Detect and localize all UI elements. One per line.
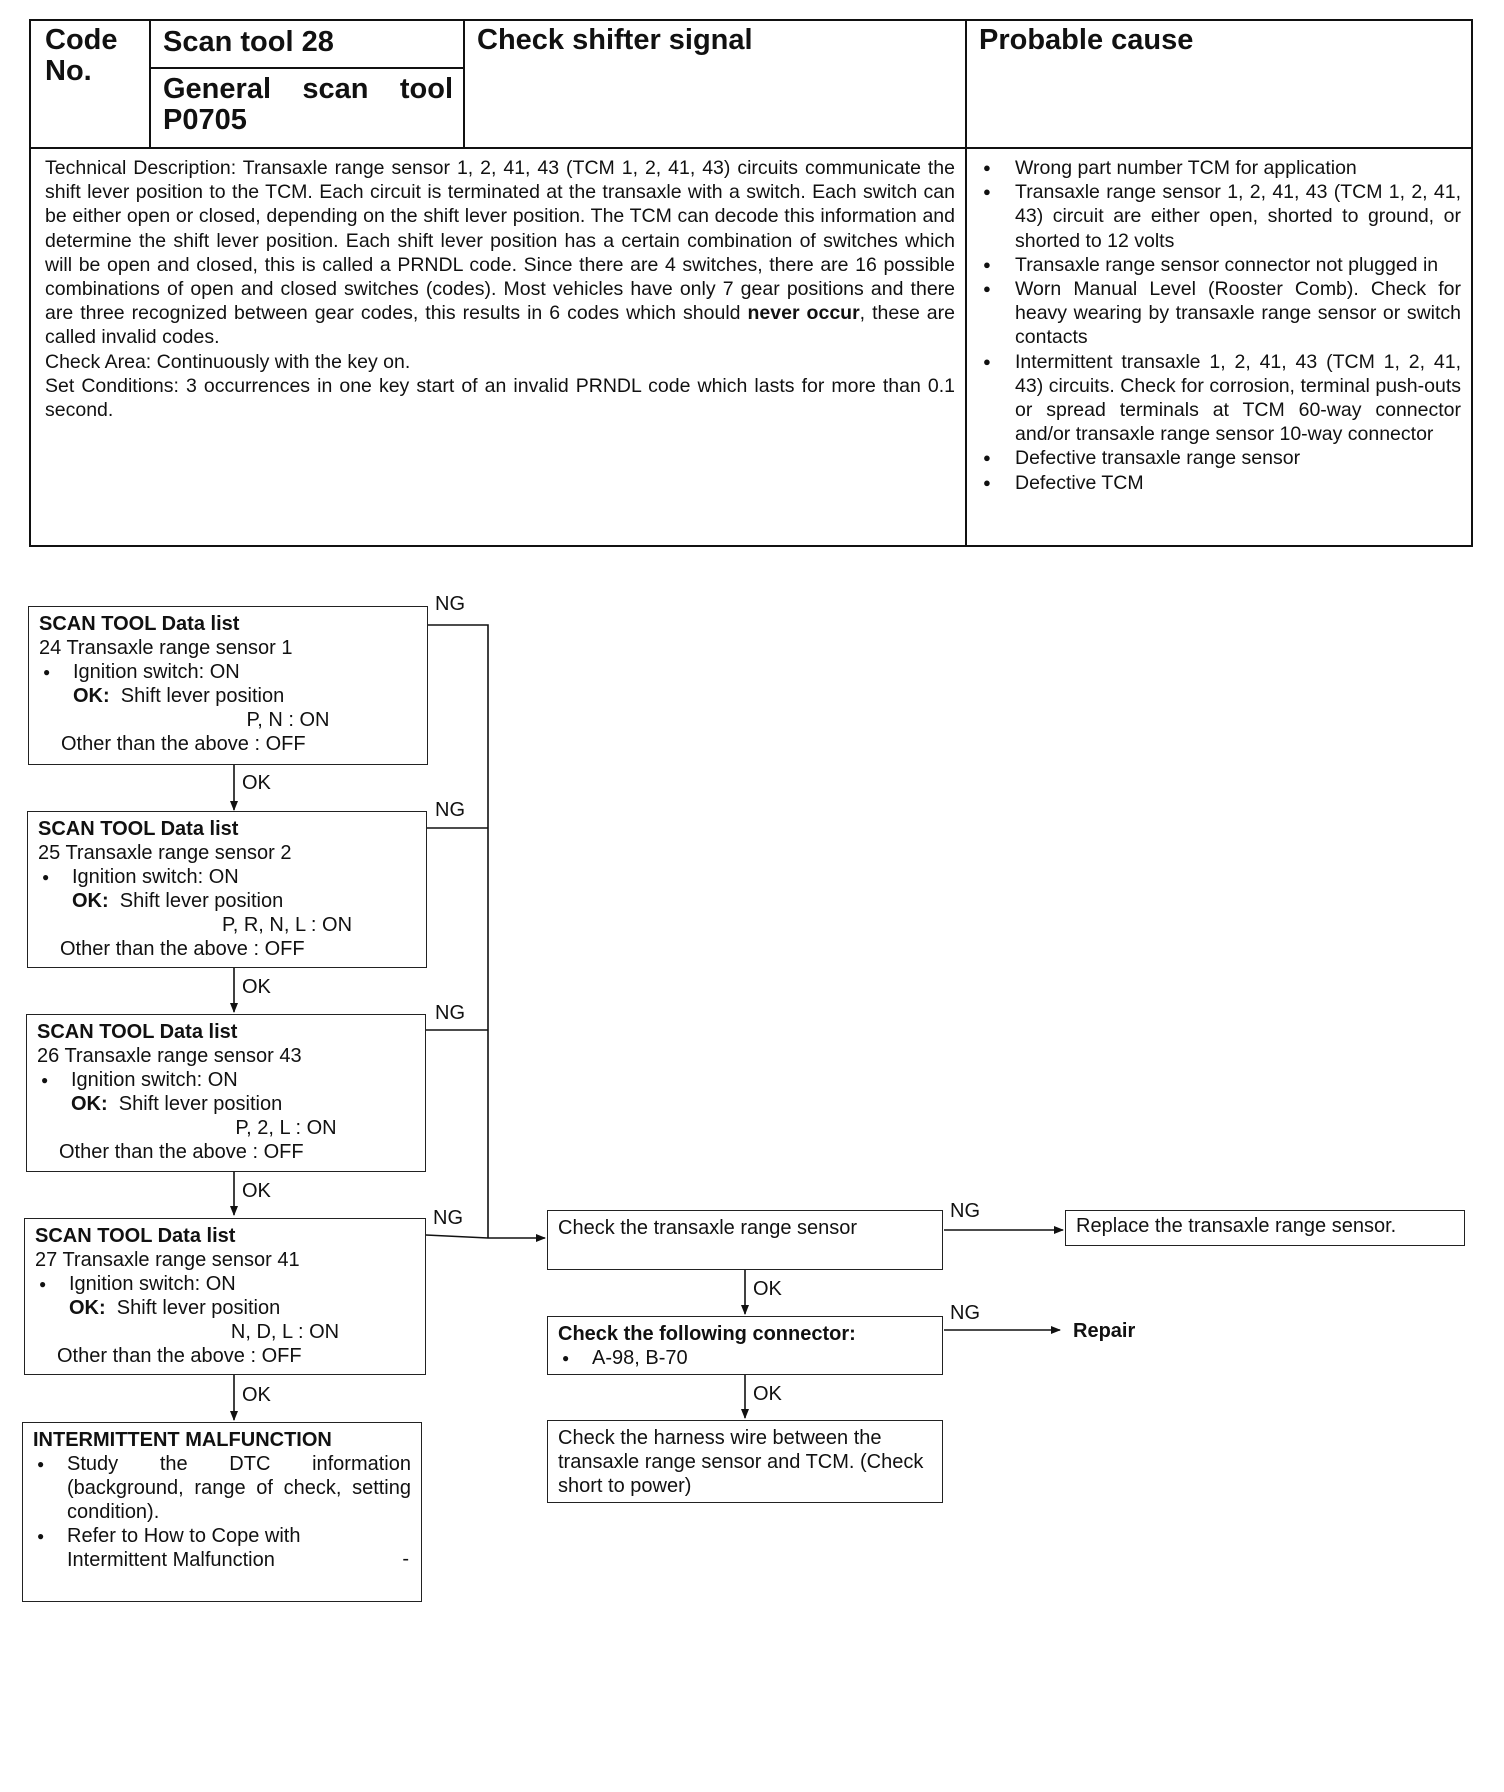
cause-item: ● Transaxle range sensor 1, 2, 41, 43 (TCM 1, 2, 41, 43) circuit are either open, shorted to ground, or shorted to 12 volts — [977, 180, 1461, 253]
step-other: Other than the above : OFF — [59, 1141, 304, 1163]
ok-label-4: OK — [242, 1384, 271, 1406]
step-bullet: ● Ignition switch: ON — [39, 660, 417, 684]
ok-label: OK: — [72, 890, 109, 912]
step-on-positions: N, D, L : ON — [230, 1321, 340, 1343]
check-area: Check Area: Continuously with the key on. — [45, 350, 411, 373]
ng-label-2: NG — [435, 799, 465, 821]
scan-tool-code: Scan tool 28 — [163, 26, 334, 58]
code-no-label: Code No. — [45, 24, 118, 87]
step-on-positions: P, N : ON — [246, 709, 330, 731]
ok-label-3: OK — [242, 1180, 271, 1202]
step-title: SCAN TOOL Data list — [39, 613, 240, 635]
technical-text-end: , these are called invalid codes. — [45, 302, 955, 349]
ok-text: Shift lever position — [120, 685, 285, 707]
connector-title: Check the following connector: — [558, 1323, 856, 1345]
ng-label-4: NG — [433, 1207, 463, 1229]
ok-text: Shift lever position — [118, 1093, 283, 1115]
ng-label-5: NG — [950, 1200, 980, 1222]
replace-sensor-text: Replace the transaxle range sensor. — [1076, 1215, 1397, 1237]
step-other: Other than the above : OFF — [61, 733, 306, 755]
intermittent-dash: - — [402, 1548, 409, 1570]
scan-step-2 — [27, 811, 427, 968]
harness-check-box — [547, 1420, 943, 1503]
never-occur-emphasis: never occur — [747, 302, 860, 325]
check-sensor-text: Check the transaxle range sensor — [558, 1217, 858, 1239]
probable-cause-heading: Probable cause — [979, 24, 1194, 56]
ng-label-3: NG — [435, 1002, 465, 1024]
step-on-positions: P, R, N, L : ON — [221, 914, 353, 936]
ok-text: Shift lever position — [119, 890, 284, 912]
cause-item: ● Defective transaxle range sensor — [977, 446, 1461, 470]
ng-label-1: NG — [435, 593, 465, 615]
ok-label: OK: — [71, 1093, 108, 1115]
ng-line-1 — [426, 625, 488, 1238]
step-title: SCAN TOOL Data list — [35, 1225, 236, 1247]
general-scan-tool-code: General scan tool P0705 — [163, 73, 453, 136]
step-bullet: ● Ignition switch: ON — [35, 1272, 415, 1296]
step-title: SCAN TOOL Data list — [37, 1021, 238, 1043]
step-item: 25 Transaxle range sensor 2 — [38, 842, 292, 864]
step-item: 27 Transaxle range sensor 41 — [35, 1249, 300, 1271]
step-ok-line — [39, 684, 417, 708]
step-bullet: ● Ignition switch: ON — [37, 1068, 415, 1092]
ok-text: Shift lever position — [116, 1297, 281, 1319]
ok-label: OK: — [69, 1297, 106, 1319]
check-sensor-box — [547, 1210, 943, 1270]
intermittent-malfunction-box — [22, 1422, 422, 1602]
cause-item: ● Transaxle range sensor connector not plugged in — [977, 253, 1461, 277]
cause-item: ● Worn Manual Level (Rooster Comb). Check for heavy wearing by transaxle range sensor or switch contacts — [977, 277, 1461, 350]
intermittent-bullet-1: ● Study the DTC information (background, range of check, setting condition). — [33, 1452, 411, 1524]
scan-step-4 — [24, 1218, 426, 1375]
ok-label-5: OK — [753, 1278, 782, 1300]
step-bullet: ● Ignition switch: ON — [38, 865, 416, 889]
technical-text: Technical Description: Transaxle range sensor 1, 2, 41, 43 (TCM 1, 2, 41, 43) circuits communicate the shift lever position to the TCM. Each circuit is terminated at the transaxle with a switch. Each switch can be either open or closed, depending on the shift lever position. The TCM can decode this information and determine the shift lever position. Each shift lever position has a certain combination of switches which will be open and closed, this is called a PRNDL code. Since there are 4 switches, there are 16 possible combinations of open and closed switches (codes). Most vehicles have only 7 gear positions and there are three recognized between gear codes, this results in 6 codes which should — [45, 157, 955, 325]
intermittent-title: INTERMITTENT MALFUNCTION — [33, 1429, 332, 1451]
ok-label: OK: — [73, 685, 110, 707]
step-other: Other than the above : OFF — [60, 938, 305, 960]
step-ok-line — [38, 889, 416, 913]
step-ok-line — [37, 1092, 415, 1116]
set-conditions: Set Conditions: 3 occurrences in one key start of an invalid PRNDL code which lasts for more than 0.1 second. — [45, 374, 955, 422]
replace-sensor-box — [1065, 1210, 1465, 1246]
connector-check-box — [547, 1316, 943, 1375]
cause-item: ● Intermittent transaxle 1, 2, 41, 43 (TCM 1, 2, 41, 43) circuits. Check for corrosion, terminal push-outs or spread terminals at TCM 60-way connector and/or transaxle range sensor 10-way connector — [977, 350, 1461, 447]
step-on-positions: P, 2, L : ON — [235, 1117, 337, 1139]
cause-item: ● Wrong part number TCM for application — [977, 156, 1461, 180]
ok-label-1: OK — [242, 772, 271, 794]
connector-bullet: ● A-98, B-70 — [558, 1346, 932, 1370]
ng-line-4 — [426, 1235, 545, 1238]
page-title: Check shifter signal — [477, 24, 753, 56]
step-item: 26 Transaxle range sensor 43 — [37, 1045, 302, 1067]
ng-label-6: NG — [950, 1302, 980, 1324]
intermittent-bullet-2: ● Refer to How to Cope with Intermittent Malfunction — [33, 1524, 411, 1572]
harness-text: Check the harness wire between the transaxle range sensor and TCM. (Check short to power) — [558, 1427, 924, 1497]
ok-label-2: OK — [242, 976, 271, 998]
step-title: SCAN TOOL Data list — [38, 818, 239, 840]
step-ok-line — [35, 1296, 415, 1320]
step-item: 24 Transaxle range sensor 1 — [39, 637, 293, 659]
step-other: Other than the above : OFF — [57, 1345, 302, 1367]
repair-label: Repair — [1073, 1320, 1136, 1342]
scan-step-1 — [28, 606, 428, 765]
cause-item: ● Defective TCM — [977, 471, 1461, 495]
scan-step-3 — [26, 1014, 426, 1172]
ok-label-6: OK — [753, 1383, 782, 1405]
